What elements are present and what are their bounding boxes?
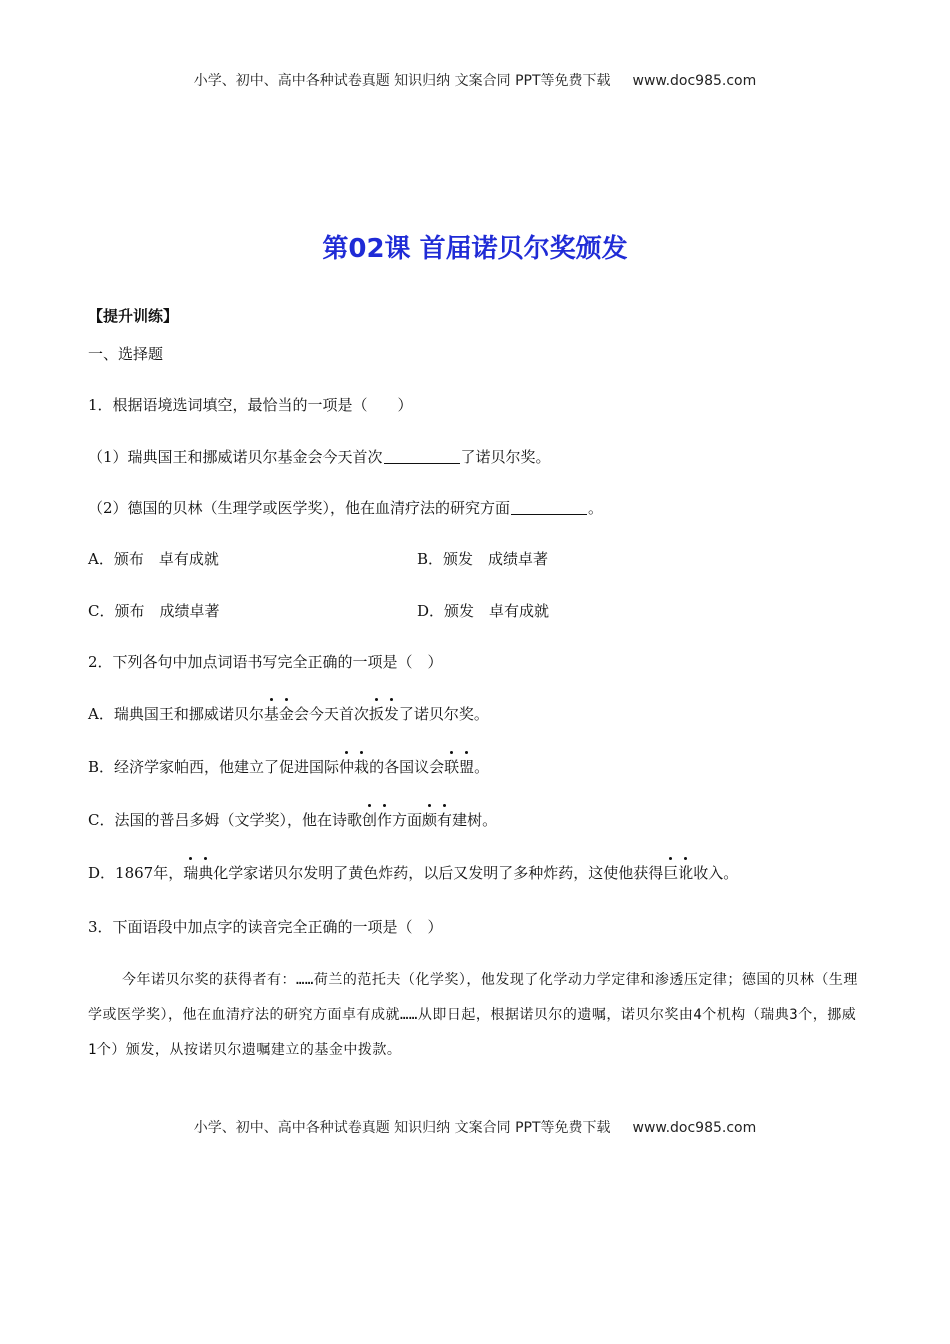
q1-item1-pre: （1）瑞典国王和挪威诺贝尔基金会今天首次 xyxy=(88,448,383,466)
q1-item2-post: 。 xyxy=(588,499,604,517)
emphasis-dot-char: 典 xyxy=(198,864,214,882)
q1-stem: 1．根据语境选词填空，最恰当的一项是（ ） xyxy=(88,396,413,414)
emphasis-dot-char: 作 xyxy=(377,811,393,829)
emphasized-word xyxy=(339,758,369,776)
emphasis-dot-char: 巨 xyxy=(663,864,679,882)
q2-option-b xyxy=(88,756,489,777)
emphasis-dot-char: 栽 xyxy=(354,758,370,776)
text-run: 的各国议会 xyxy=(369,758,445,776)
emphasis-dot-char: 仲 xyxy=(339,758,355,776)
emphasis-dot-char: 讹 xyxy=(678,864,694,882)
q1-option-a: A．颁布 卓有成就 xyxy=(88,550,219,568)
q3-passage-text: 今年诺贝尔奖的获得者有：……荷兰的范托夫（化学奖），他发现了化学动力学定律和渗透压定律；德国的贝林（生理学或医学奖），他在血清疗法的研究方面卓有成就……从即日起，根据诺贝尔的遗嘱，诺贝尔奖由4个机构（瑞典3个，挪威1个）颁发，从按诺贝尔遗嘱建立的基金中拨款。 xyxy=(88,972,858,1058)
header-url[interactable]: www.doc985.com xyxy=(632,73,757,89)
emphasized-word xyxy=(362,811,392,829)
q1-item1-post: 了诺贝尔奖。 xyxy=(460,448,551,466)
emphasis-dot-char: 颇 xyxy=(422,811,438,829)
page-footer xyxy=(0,1117,950,1137)
text-run: 收入。 xyxy=(693,864,739,882)
emphasis-dot-char: 盟 xyxy=(459,758,475,776)
q1-item2 xyxy=(88,497,603,518)
text-run: 会今天首次 xyxy=(293,705,369,723)
footer-text: 小学、初中、高中各种试卷真题 知识归纳 文案合同 PPT等免费下载 xyxy=(193,1120,611,1136)
footer-url[interactable]: www.doc985.com xyxy=(632,1120,757,1136)
q2-option-a xyxy=(88,703,489,724)
text-run: 建树。 xyxy=(452,811,498,829)
q3-passage xyxy=(88,963,863,1068)
emphasis-dot-char: 瑞 xyxy=(183,864,199,882)
section-heading: 一、选择题 xyxy=(88,345,164,363)
emphasis-dot-char: 联 xyxy=(444,758,460,776)
emphasis-dot-char: 扳 xyxy=(368,705,384,723)
text-run: D．1867年， xyxy=(88,864,184,882)
emphasized-word xyxy=(183,864,213,882)
text-run: 。 xyxy=(474,758,490,776)
q2-stem: 2．下列各句中加点词语书写完全正确的一项是（ ） xyxy=(88,653,443,671)
emphasis-dot-char: 有 xyxy=(437,811,453,829)
q2-option-d xyxy=(88,862,738,883)
text-run: C．法国的普吕多姆（文学奖），他在诗歌 xyxy=(88,811,362,829)
emphasized-word xyxy=(264,705,294,723)
page-title: 第02课 首届诺贝尔奖颁发 xyxy=(322,234,628,264)
emphasis-dot-char: 创 xyxy=(361,811,377,829)
q1-item1 xyxy=(88,446,551,467)
emphasized-word xyxy=(444,758,474,776)
text-run: B．经济学家帕西，他建立了促进国际 xyxy=(88,758,340,776)
q1-option-b: B．颁发 成绩卓著 xyxy=(417,550,549,568)
text-run: 化学家诺贝尔发明了黄色炸药，以后又发明了多种炸药，这使他获得 xyxy=(213,864,664,882)
emphasis-dot-char: 发 xyxy=(383,705,399,723)
header-text: 小学、初中、高中各种试卷真题 知识归纳 文案合同 PPT等免费下载 xyxy=(193,73,611,89)
section-tag: 【提升训练】 xyxy=(88,307,179,325)
answer-blank xyxy=(384,462,460,464)
text-run: 方面 xyxy=(392,811,423,829)
q1-option-c: C．颁布 成绩卓著 xyxy=(88,602,220,620)
q1-option-d: D．颁发 卓有成就 xyxy=(417,602,550,620)
emphasized-word xyxy=(422,811,452,829)
emphasis-dot-char: 金 xyxy=(278,705,294,723)
answer-blank xyxy=(511,513,587,515)
emphasized-word xyxy=(369,705,399,723)
emphasis-dot-char: 基 xyxy=(263,705,279,723)
page-header xyxy=(0,70,950,90)
q1-item2-pre: （2）德国的贝林（生理学或医学奖），他在血清疗法的研究方面 xyxy=(88,499,511,517)
text-run: A．瑞典国王和挪威诺贝尔 xyxy=(88,705,264,723)
text-run: 了诺贝尔奖。 xyxy=(398,705,489,723)
emphasized-word xyxy=(663,864,693,882)
q3-stem: 3．下面语段中加点字的读音完全正确的一项是（ ） xyxy=(88,918,443,936)
q2-option-c xyxy=(88,809,497,830)
